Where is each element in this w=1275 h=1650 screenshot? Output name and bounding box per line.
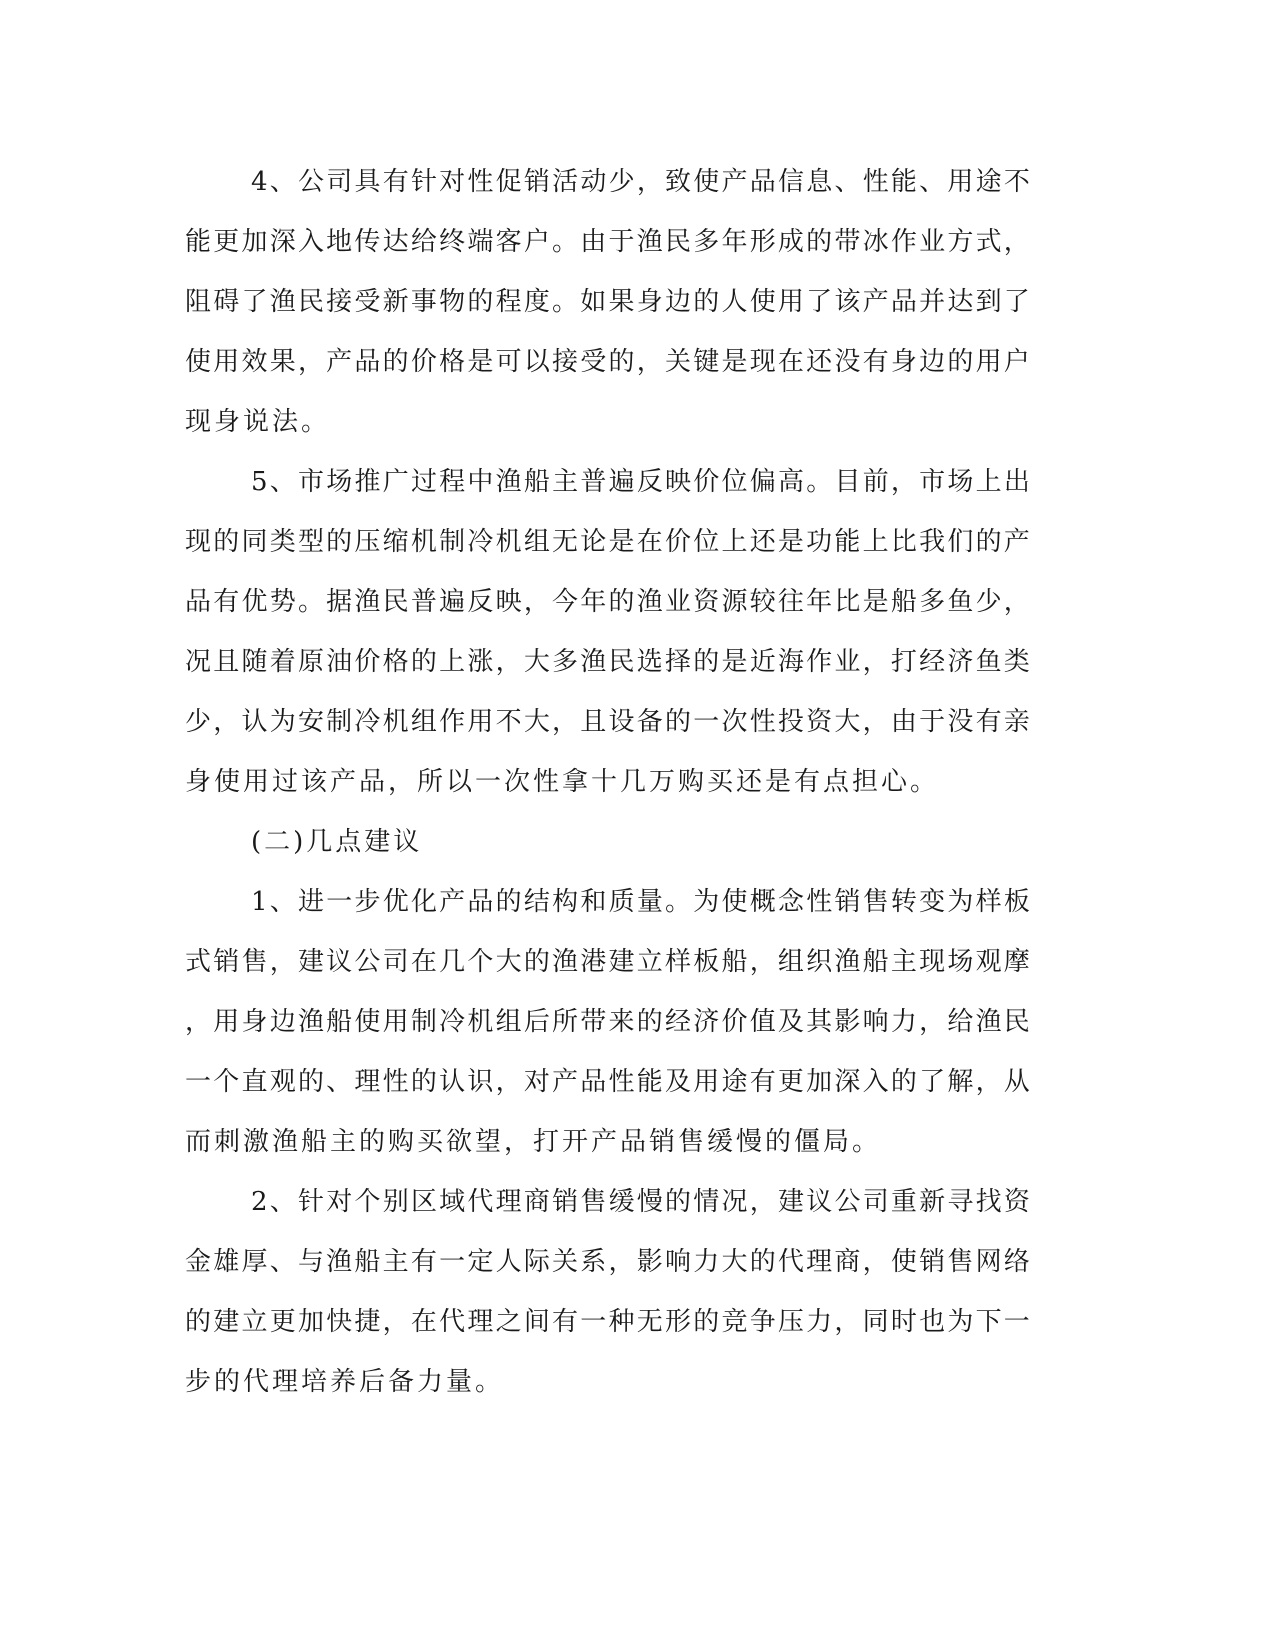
text-line: 现 的 同 类 型 的 压 缩 机 制 冷 机 组 无 论 是 在 价 位 上 还 是 功 能 上 比 我 们 的 产 bbox=[185, 527, 1030, 557]
text-line: 5 、 市 场 推 广 过 程 中 渔 船 主 普 遍 反 映 价 位 偏 高 。 目 前 ， 市 场 上 出 bbox=[251, 467, 1030, 497]
suggestion-item-1 bbox=[185, 872, 1030, 1172]
text-line: 少 ， 认 为 安 制 冷 机 组 作 用 不 大 ， 且 设 备 的 一 次 性 投 资 大 ， 由 于 没 有 亲 bbox=[185, 707, 1030, 737]
text-line: 使 用 效 果 ， 产 品 的 价 格 是 可 以 接 受 的 ， 关 键 是 现 在 还 没 有 身 边 的 用 户 bbox=[185, 347, 1030, 377]
text-line: 式 销 售 ， 建 议 公 司 在 几 个 大 的 渔 港 建 立 样 板 船 ， 组 织 渔 船 主 现 场 观 摩 bbox=[185, 947, 1030, 977]
text-line: 步的代理培养后备力量。 bbox=[185, 1367, 505, 1397]
text-line: 身使用过该产品，所以一次性拿十几万购买还是有点担心。 bbox=[185, 767, 940, 797]
text-line: 一 个 直 观 的 、 理 性 的 认 识 ， 对 产 品 性 能 及 用 途 有 更 加 深 入 的 了 解 ， 从 bbox=[185, 1067, 1030, 1097]
text-line: ， 用 身 边 渔 船 使 用 制 冷 机 组 后 所 带 来 的 经 济 价 值 及 其 影 响 力 ， 给 渔 民 bbox=[185, 1007, 1030, 1037]
suggestion-item-2 bbox=[185, 1172, 1030, 1412]
text-line: 阻 碍 了 渔 民 接 受 新 事 物 的 程 度 。 如 果 身 边 的 人 使 用 了 该 产 品 并 达 到 了 bbox=[185, 287, 1030, 317]
text-line: 能 更 加 深 入 地 传 达 给 终 端 客 户 。 由 于 渔 民 多 年 形 成 的 带 冰 作 业 方 式 ， bbox=[185, 227, 1030, 257]
section-heading bbox=[185, 812, 1030, 872]
heading-line: (二)几点建议 bbox=[251, 827, 423, 857]
text-line: 的 建 立 更 加 快 捷 ， 在 代 理 之 间 有 一 种 无 形 的 竞 争 压 力 ， 同 时 也 为 下 一 bbox=[185, 1307, 1030, 1337]
text-line: 而刺激渔船主的购买欲望，打开产品销售缓慢的僵局。 bbox=[185, 1127, 882, 1157]
paragraph-item-4 bbox=[185, 152, 1030, 452]
text-line: 况 且 随 着 原 油 价 格 的 上 涨 ， 大 多 渔 民 选 择 的 是 近 海 作 业 ， 打 经 济 鱼 类 bbox=[185, 647, 1030, 677]
text-line: 品 有 优 势 。 据 渔 民 普 遍 反 映 ， 今 年 的 渔 业 资 源 较 往 年 比 是 船 多 鱼 少 ， bbox=[185, 587, 1030, 617]
text-line: 1 、 进 一 步 优 化 产 品 的 结 构 和 质 量 。 为 使 概 念 性 销 售 转 变 为 样 板 bbox=[251, 887, 1030, 917]
text-line: 4 、 公 司 具 有 针 对 性 促 销 活 动 少 ， 致 使 产 品 信 息 、 性 能 、 用 途 不 bbox=[251, 167, 1030, 197]
text-line: 金 雄 厚 、 与 渔 船 主 有 一 定 人 际 关 系 ， 影 响 力 大 的 代 理 商 ， 使 销 售 网 络 bbox=[185, 1247, 1030, 1277]
paragraph-item-5 bbox=[185, 452, 1030, 812]
text-line: 2 、 针 对 个 别 区 域 代 理 商 销 售 缓 慢 的 情 况 ， 建 议 公 司 重 新 寻 找 资 bbox=[251, 1187, 1030, 1217]
document-body bbox=[185, 152, 1030, 1412]
text-line: 现身说法。 bbox=[185, 407, 331, 437]
